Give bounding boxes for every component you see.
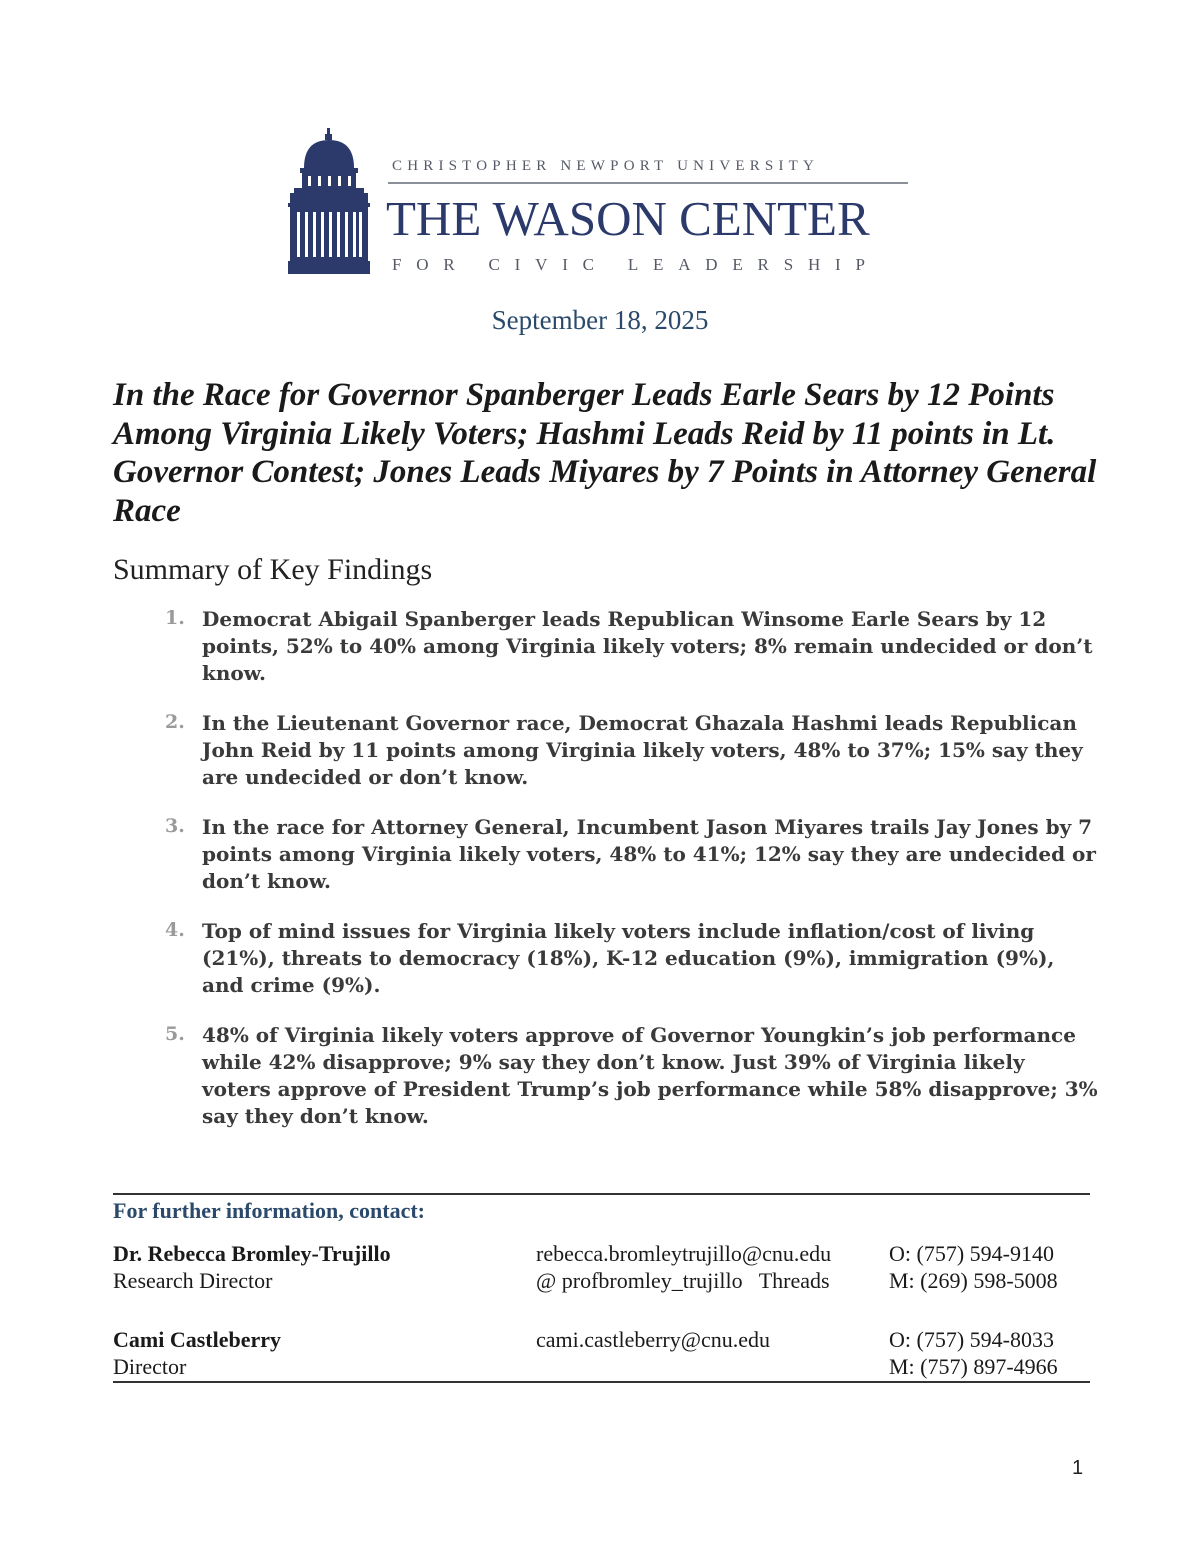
finding-text: Top of mind issues for Virginia likely voters include inflation/cost of living (21%), threats to democracy (18%), K-12 education (9%), immigration (9%), and crime (9%). — [202, 919, 1055, 997]
logo-divider — [388, 182, 908, 184]
finding-item — [165, 1022, 1100, 1130]
logo-tagline: FOR CIVIC LEADERSHIP — [392, 255, 880, 274]
contact-title: Director — [113, 1354, 187, 1379]
finding-text: In the Lieutenant Governor race, Democrat Ghazala Hashmi leads Republican John Reid by 11 points among Virginia likely voters, 48% to 37%; 15% say they are undecided or don’t know. — [202, 711, 1083, 789]
contact-name: Cami Castleberry — [113, 1327, 282, 1352]
contact-name: Dr. Rebecca Bromley-Trujillo — [113, 1241, 391, 1266]
contact-top-rule — [113, 1193, 1090, 1195]
finding-item — [165, 918, 1100, 999]
finding-number: 2. — [165, 711, 185, 733]
finding-text: Democrat Abigail Spanberger leads Republican Winsome Earle Sears by 12 points, 52% to 40% among Virginia likely voters; 8% remain undecided or don’t know. — [202, 607, 1093, 685]
findings-list — [165, 606, 1100, 1153]
contact-mobile-phone: M: (269) 598-5008 — [889, 1268, 1058, 1293]
finding-number: 4. — [165, 919, 185, 941]
headline: In the Race for Governor Spanberger Leads Earle Sears by 12 Points Among Virginia Likely Voters; Hashmi Leads Reid by 11 points in Lt. Governor Contest; Jones Leads Miyares by 7 Points in Attorney General Race — [113, 377, 1097, 529]
contact-mobile-phone: M: (757) 897-4966 — [889, 1354, 1058, 1379]
wason-center-logo — [288, 128, 928, 278]
contact-bottom-rule — [113, 1381, 1090, 1383]
finding-text: In the race for Attorney General, Incumbent Jason Miyares trails Jay Jones by 7 points among Virginia likely voters, 48% to 41%; 12% say they are undecided or don’t know. — [202, 815, 1096, 893]
summary-title: Summary of Key Findings — [113, 553, 433, 586]
contact-social[interactable]: @ profbromley_trujillo Threads — [536, 1268, 830, 1293]
capitol-dome-icon — [288, 128, 370, 274]
contact-office-phone: O: (757) 594-9140 — [889, 1241, 1054, 1266]
finding-item — [165, 606, 1100, 687]
finding-item — [165, 710, 1100, 791]
logo-university: CHRISTOPHER NEWPORT UNIVERSITY — [392, 158, 820, 174]
finding-number: 3. — [165, 815, 185, 837]
contact-heading: For further information, contact: — [113, 1198, 426, 1223]
contact-title: Research Director — [113, 1268, 273, 1293]
finding-text: 48% of Virginia likely voters approve of Governor Youngkin’s job performance while 42% disapprove; 9% say they don’t know. Just 39% of Virginia likely voters approve of President Trump’s job performance while 58% disapprove; 3% say they don’t know. — [202, 1023, 1098, 1128]
finding-number: 1. — [165, 607, 185, 629]
page-number: 1 — [1072, 1457, 1084, 1479]
contact-email[interactable]: rebecca.bromleytrujillo@cnu.edu — [536, 1241, 832, 1266]
logo-center-name: THE WASON CENTER — [386, 191, 870, 246]
finding-item — [165, 814, 1100, 895]
contact-email[interactable]: cami.castleberry@cnu.edu — [536, 1327, 771, 1352]
release-date: September 18, 2025 — [491, 305, 709, 335]
contact-office-phone: O: (757) 594-8033 — [889, 1327, 1054, 1352]
finding-number: 5. — [165, 1023, 185, 1045]
